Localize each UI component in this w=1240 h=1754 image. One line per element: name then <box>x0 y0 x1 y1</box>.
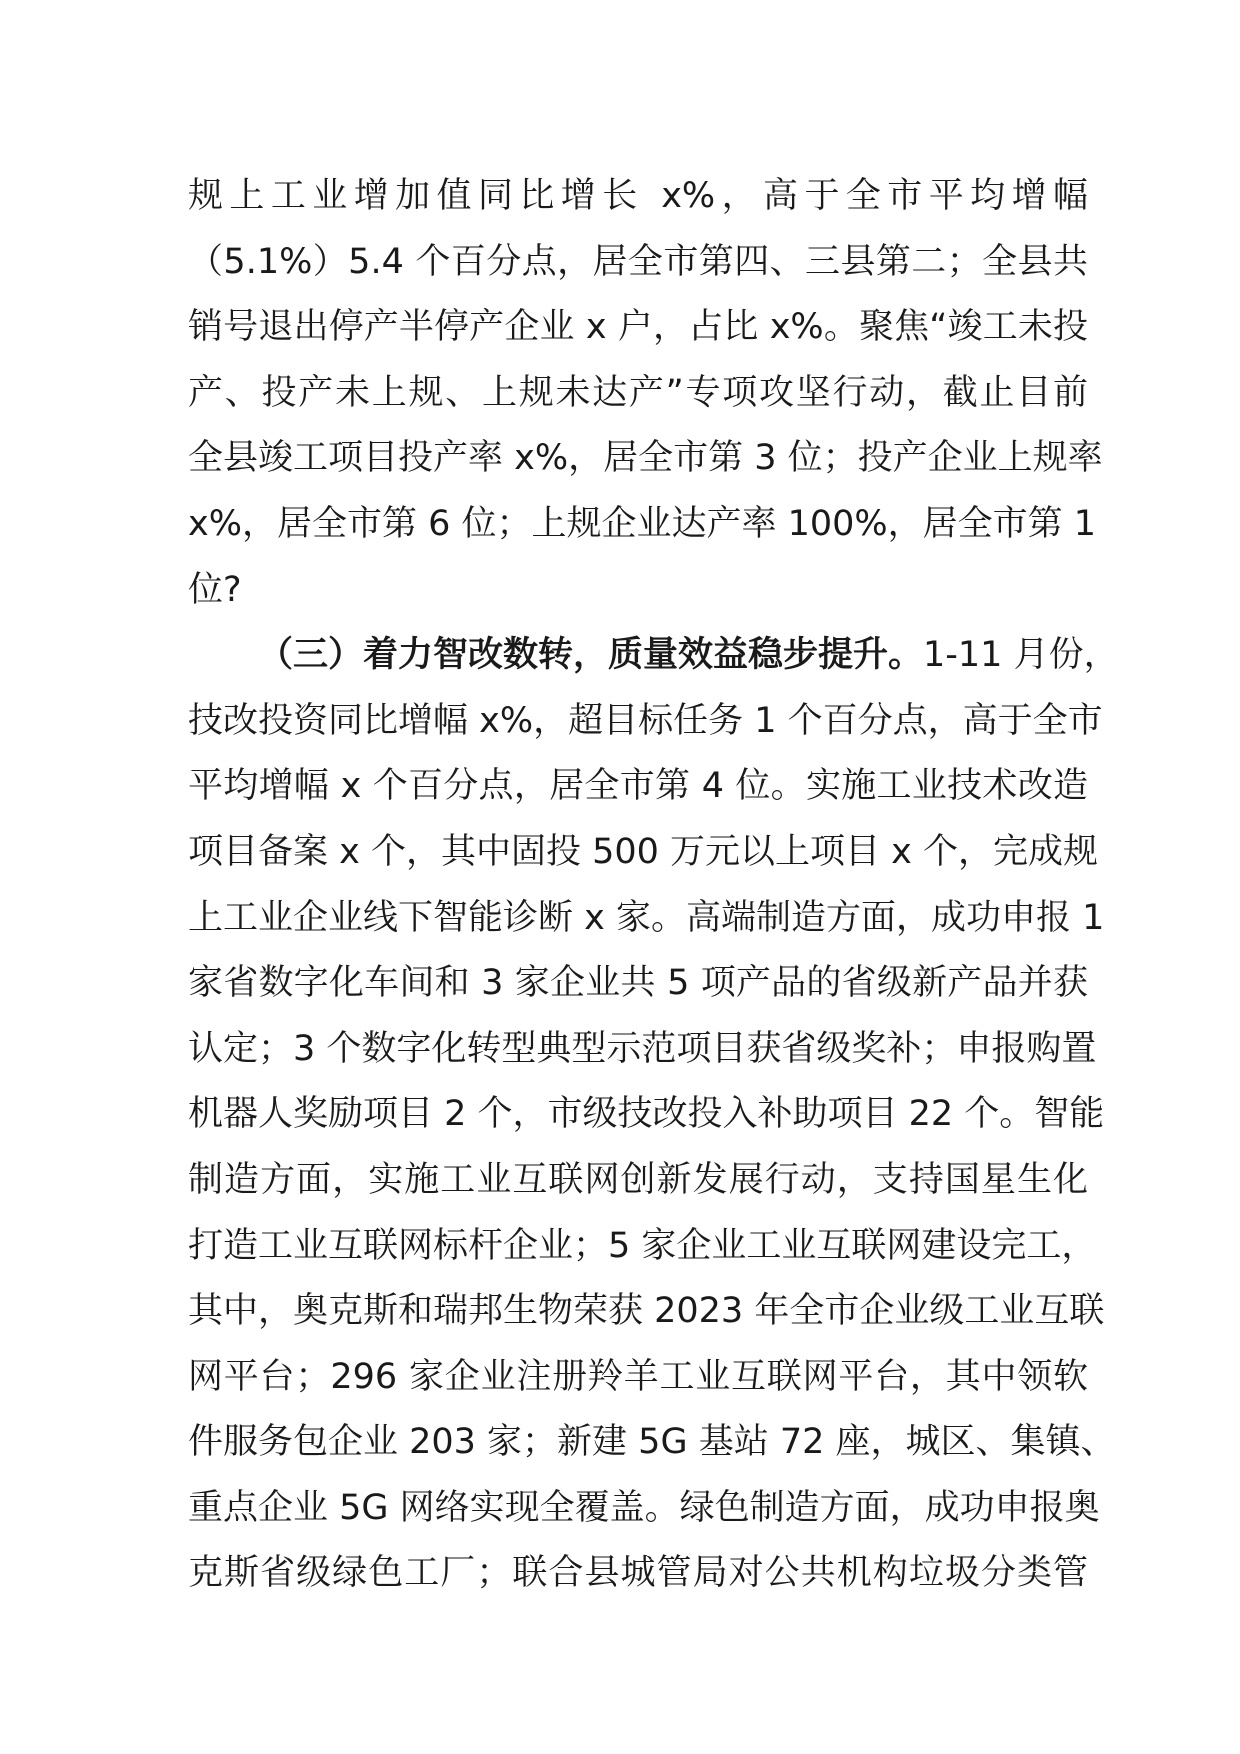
text-line: 全县竣工项目投产率 x%，居全市第 3 位；投产企业上规率 <box>188 438 1103 479</box>
text-line: 制造方面，实施工业互联网创新发展行动，支持国星生化 <box>188 1159 1088 1200</box>
text-line: 平均增幅 x 个百分点，居全市第 4 位。实施工业技术改造 <box>188 766 1088 807</box>
text-line: 认定；3 个数字化转型典型示范项目获省级奖补；申报购置 <box>188 1028 1097 1069</box>
section-heading: （三）着力智改数转，质量效益稳步提升。 <box>258 635 924 676</box>
text-line: （5.1%）5.4 个百分点，居全市第四、三县第二；全县共 <box>188 241 1088 282</box>
text-line: 上工业企业线下智能诊断 x 家。高端制造方面，成功申报 1 <box>188 897 1105 938</box>
text-line: 产、投产未上规、上规未达产”专项攻坚行动，截止目前 <box>188 372 1088 413</box>
text-line: 规上工业增加值同比增长 x%，高于全市平均增幅 <box>188 176 1088 216</box>
text-line: 件服务包企业 203 家；新建 5G 基站 72 座，城区、集镇、 <box>188 1422 1116 1463</box>
text-line: 项目备案 x 个，其中固投 500 万元以上项目 x 个，完成规 <box>188 831 1098 872</box>
heading-line-rest: 1-11 月份， <box>923 635 1119 676</box>
text-line: 克斯省级绿色工厂；联合县城管局对公共机构垃圾分类管 <box>188 1553 1088 1594</box>
text-line: 打造工业互联网标杆企业；5 家企业工业互联网建设完工， <box>188 1225 1097 1266</box>
text-line: 重点企业 5G 网络实现全覆盖。绿色制造方面，成功申报奥 <box>188 1487 1100 1528</box>
text-line: 位? <box>188 569 242 610</box>
text-line: 网平台；296 家企业注册羚羊工业互联网平台，其中领软 <box>188 1356 1088 1397</box>
text-line: 其中，奥克斯和瑞邦生物荣获 2023 年全市企业级工业互联 <box>188 1291 1105 1332</box>
text-line: 机器人奖励项目 2 个，市级技改投入补助项目 22 个。智能 <box>188 1094 1105 1135</box>
section-heading-line <box>188 623 1119 689</box>
text-line: 技改投资同比增幅 x%，超目标任务 1 个百分点，高于全市 <box>188 700 1103 741</box>
text-line: x%，居全市第 6 位；上规企业达产率 100%，居全市第 1 <box>188 503 1097 544</box>
text-line: 销号退出停产半停产企业 x 户，占比 x%。聚焦“竣工未投 <box>188 307 1088 348</box>
body-text <box>188 164 1119 1607</box>
text-line: 家省数字化车间和 3 家企业共 5 项产品的省级新产品并获 <box>188 963 1088 1004</box>
